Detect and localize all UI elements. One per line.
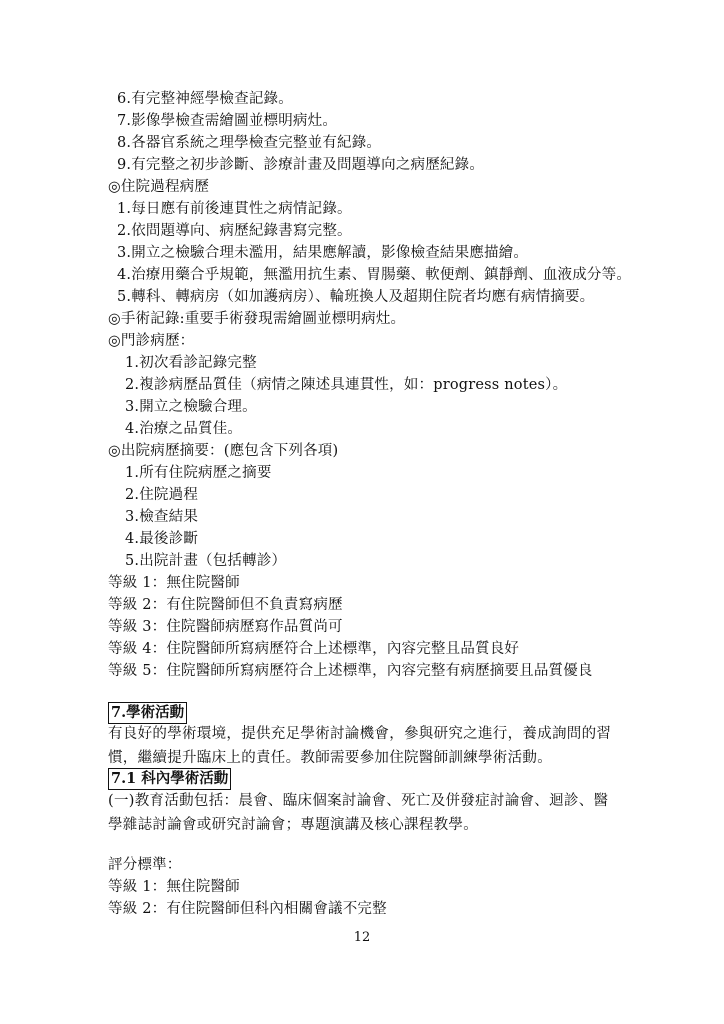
grade-line: 等級 2：有住院醫師但科內相關會議不完整	[108, 901, 387, 917]
section-title-outpatient: ◎門診病歷：	[108, 333, 195, 349]
list-item: 3.檢查結果	[125, 509, 199, 525]
list-item: 1.每日應有前後連貫性之病情記錄。	[117, 201, 352, 217]
list-item: 4.治療用藥合乎規範，無濫用抗生素、胃腸藥、軟便劑、鎮靜劑、血液成分等。	[117, 267, 632, 283]
list-item: 7.影像學檢查需繪圖並標明病灶。	[117, 113, 338, 129]
list-item: 1.所有住院病歷之摘要	[125, 465, 272, 481]
list-item: 3.開立之檢驗合理未濫用，結果應解讀，影像檢查結果應描繪。	[117, 245, 529, 261]
list-item: 4.最後診斷	[125, 531, 199, 547]
section-7-heading: 7.學術活動	[108, 702, 187, 724]
grade-line: 等級 4：住院醫師所寫病歷符合上述標準，內容完整且品質良好	[108, 641, 520, 657]
grade-line: 等級 1：無住院醫師	[108, 575, 240, 591]
page-number: 12	[353, 930, 371, 945]
list-item: 9.有完整之初步診斷、診療計畫及問題導向之病歷紀錄。	[117, 157, 485, 173]
list-item: 2.住院過程	[125, 487, 199, 503]
grade-line: 等級 1：無住院醫師	[108, 879, 240, 895]
surgery-record-line: ◎手術記錄:重要手術發現需繪圖並標明病灶。	[108, 311, 406, 327]
section-title-discharge: ◎出院病歷摘要：(應包含下列各項)	[108, 443, 339, 459]
criteria-label: 評分標準：	[108, 857, 182, 873]
list-item: 2.複診病歷品質佳（病情之陳述具連貫性，如：progress notes）。	[125, 377, 568, 393]
list-item: 1.初次看診記錄完整	[125, 355, 257, 371]
grade-line: 等級 2：有住院醫師但不負責寫病歷	[108, 597, 343, 613]
list-item: 3.開立之檢驗合理。	[125, 399, 257, 415]
list-item: 4.治療之品質佳。	[125, 421, 243, 437]
grade-line: 等級 3：住院醫師病歷寫作品質尚可	[108, 619, 343, 635]
section-7-1-paragraph: (一)教育活動包括：晨會、臨床個案討論會、死亡及併發症討論會、迴診、醫學雜誌討論會或研究討論會；專題演講及核心課程教學。	[108, 793, 609, 833]
list-item: 5.轉科、轉病房（如加護病房）、輪班換人及超期住院者均應有病情摘要。	[117, 289, 595, 305]
section-title-inpatient: ◎住院過程病歷	[108, 179, 210, 195]
section-7-paragraph: 有良好的學術環境，提供充足學術討論機會，參與研究之進行，養成詢問的習慣，繼續提升臨床上的責任。教師需要參加住院醫師訓練學術活動。	[108, 726, 612, 766]
list-item: 6.有完整神經學檢查記錄。	[117, 91, 293, 107]
list-item: 8.各器官系統之理學檢查完整並有紀錄。	[117, 135, 382, 151]
list-item: 2.依問題導向、病歷紀錄書寫完整。	[117, 223, 352, 239]
list-item: 5.出院計畫（包括轉診）	[125, 553, 287, 569]
grade-line: 等級 5：住院醫師所寫病歷符合上述標準，內容完整有病歷摘要且品質優良	[108, 663, 593, 679]
section-7-1-heading: 7.1 科內學術活動	[108, 768, 231, 790]
